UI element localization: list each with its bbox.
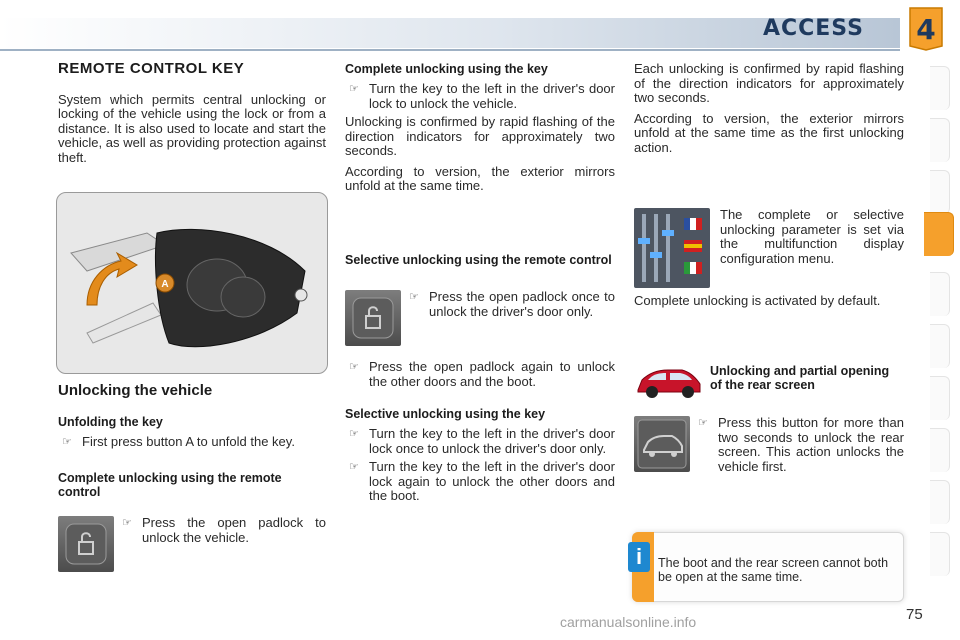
watermark: carmanualsonline.info — [560, 614, 697, 630]
config-text-block — [720, 208, 904, 272]
selective-remote-bullet-1-text: Press the open padlock once to unlock the driver's door only. — [429, 289, 615, 319]
complete-key-paragraph-1: Unlocking is confirmed by rapid flashing of the direction indicators for approximately two seconds. — [345, 114, 615, 158]
chapter-tab-rail — [930, 66, 960, 586]
pointing-hand-icon: ☞ — [349, 428, 359, 440]
selective-remote-heading: Selective unlocking using the remote control — [345, 253, 612, 267]
header-line — [0, 49, 900, 51]
intro-paragraph: System which permits central unlocking or locking of the vehicle using the lock or from a distance. It is also used to locate and start the vehicle, as well as providing protection against theft. — [58, 91, 326, 165]
right-paragraph-1: Each unlocking is confirmed by rapid flashing of the direction indicators for approximately two seconds. — [634, 61, 904, 105]
section-title: REMOTE CONTROL KEY — [58, 60, 245, 77]
selective-remote-bullet-2 — [345, 360, 615, 389]
pointing-hand-icon: ☞ — [349, 461, 359, 473]
selective-key-bullet-1 — [345, 427, 615, 456]
open-padlock-icon — [345, 290, 401, 346]
selective-key-heading: Selective unlocking using the key — [345, 407, 546, 421]
rear-bullet-text: Press this button for more than two seconds to unlock the rear screen. This action unlocks the vehicle first. — [718, 415, 904, 474]
unfolding-heading: Unfolding the key — [58, 414, 163, 429]
selective-key-bullet-2-text: Turn the key to the left in the driver's door lock again to unlock the other doors and the boot. — [369, 459, 615, 503]
chapter-tab-10[interactable] — [930, 532, 950, 576]
chapter-tab-8[interactable] — [930, 428, 950, 472]
rear-bullet — [694, 416, 904, 474]
unfolding-bullet — [58, 435, 326, 450]
right-paragraph-2: According to version, the exterior mirrors unfold at the same time as the first unlocking action. — [634, 110, 904, 155]
selective-remote-bullet-2-text: Press the open padlock again to unlock the other doors and the boot. — [369, 359, 615, 389]
chapter-tab-2[interactable] — [930, 118, 950, 162]
selective-key-bullet-2 — [345, 460, 615, 504]
complete-key-bullet — [345, 82, 615, 111]
pointing-hand-icon: ☞ — [698, 417, 708, 429]
complete-key-paragraph-2: According to version, the exterior mirrors unfold at the same time. — [345, 163, 615, 193]
pointing-hand-icon: ☞ — [409, 291, 419, 303]
complete-remote-bullet — [118, 516, 326, 545]
configuration-menu-image — [634, 208, 710, 288]
info-icon: i — [628, 542, 650, 572]
selective-remote-section — [345, 253, 615, 267]
chapter-number-badge — [906, 6, 946, 52]
complete-key-bullet-text: Turn the key to the left in the driver's door lock to unlock the vehicle. — [369, 81, 615, 111]
page-number: 75 — [906, 606, 923, 623]
chapter-tab-3[interactable] — [930, 170, 950, 214]
config-text: The complete or selective unlocking parameter is set via the multifunction display configuration menu. — [720, 207, 904, 266]
right-column — [634, 62, 904, 161]
complete-remote-bullet-text: Press the open padlock to unlock the vehicle. — [142, 515, 326, 545]
open-padlock-icon — [58, 516, 114, 572]
chapter-title: ACCESS — [762, 16, 864, 41]
remote-key-image — [57, 193, 328, 374]
pointing-hand-icon: ☞ — [349, 83, 359, 95]
chapter-tab-1[interactable] — [930, 66, 950, 110]
left-column — [58, 62, 326, 171]
left-column-lower — [58, 384, 326, 499]
complete-key-heading: Complete unlocking using the key — [345, 62, 548, 76]
page-header — [0, 0, 960, 60]
rear-heading: Unlocking and partial opening of the rear screen — [710, 364, 890, 392]
chapter-tab-5[interactable] — [930, 272, 950, 316]
button-a-label: A — [161, 279, 169, 290]
default-text: Complete unlocking is activated by default. — [634, 293, 881, 308]
chapter-tab-7[interactable] — [930, 376, 950, 420]
unfolding-bullet-text: First press button A to unfold the key. — [82, 433, 295, 449]
middle-column — [345, 62, 615, 200]
rear-heading-block — [710, 364, 904, 392]
complete-remote-heading: Complete unlocking using the remote control — [58, 471, 282, 499]
chapter-tab-6[interactable] — [930, 324, 950, 368]
unlocking-heading: Unlocking the vehicle — [58, 382, 213, 399]
chapter-tab-9[interactable] — [930, 480, 950, 524]
pointing-hand-icon: ☞ — [122, 517, 132, 529]
info-text: The boot and the rear screen cannot both be open at the same time. — [658, 556, 889, 584]
selective-remote-continued — [345, 360, 615, 508]
pointing-hand-icon: ☞ — [349, 361, 359, 373]
car-icon — [634, 362, 704, 402]
chapter-tab-4-active[interactable] — [924, 212, 954, 256]
default-text-block — [634, 294, 904, 315]
pointing-hand-icon: ☞ — [62, 435, 72, 448]
chapter-number: 4 — [916, 13, 936, 46]
selective-key-bullet-1-text: Turn the key to the left in the driver's door lock once to unlock the driver's door only. — [369, 426, 615, 456]
rear-screen-button-icon — [634, 416, 690, 472]
selective-remote-bullet-1 — [405, 290, 615, 319]
key-illustration — [56, 192, 328, 374]
